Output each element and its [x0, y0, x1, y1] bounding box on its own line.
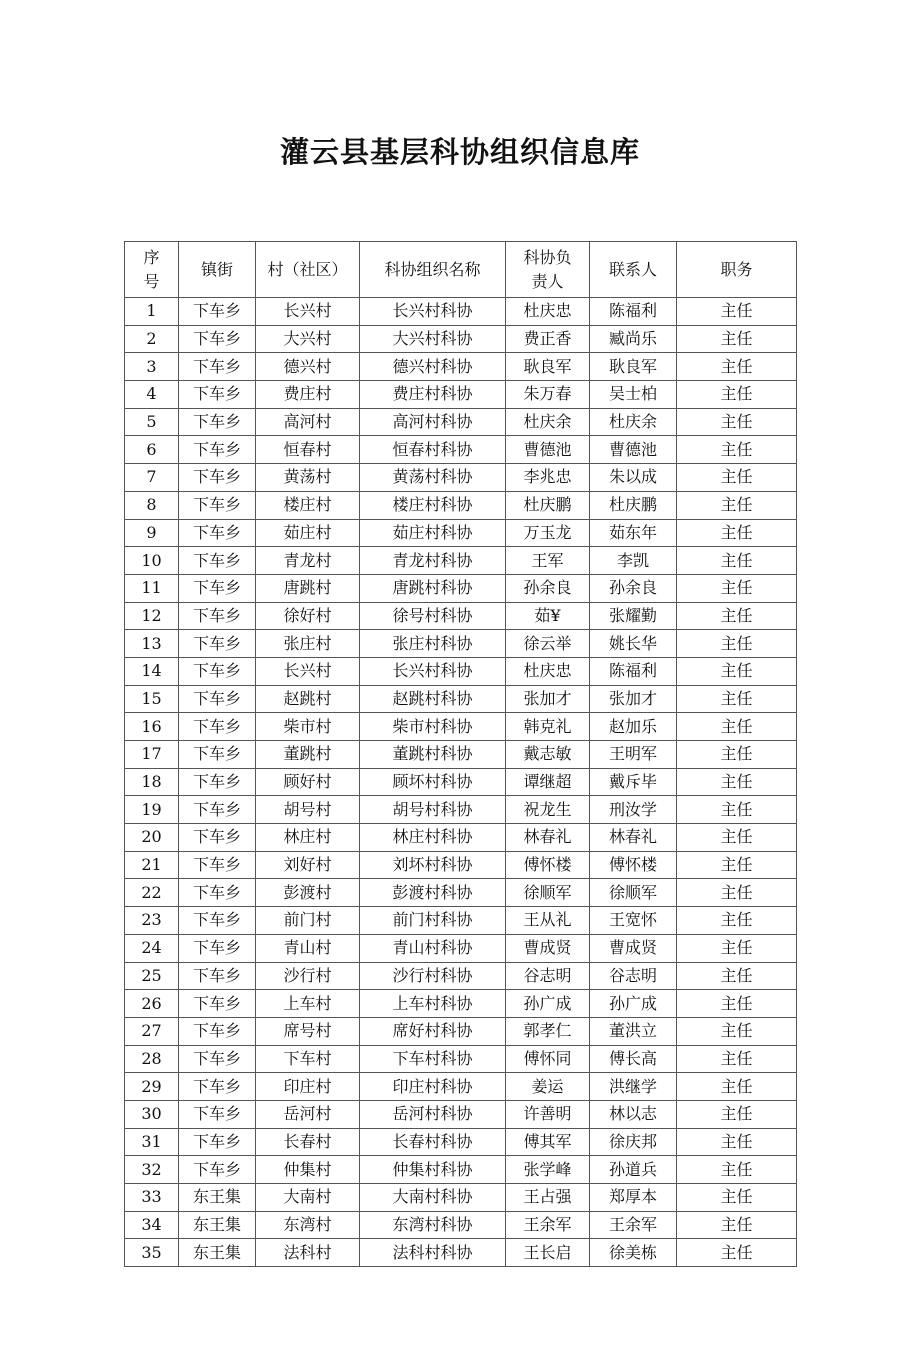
table-row: [125, 1239, 797, 1267]
header-index: [125, 242, 179, 298]
cell-position: 主任: [677, 962, 797, 990]
header-village: 村（社区）: [256, 242, 360, 298]
cell-village: 楼庄村: [256, 491, 360, 519]
cell-contact: 孙余良: [590, 574, 677, 602]
cell-town: 东王集: [179, 1184, 256, 1212]
cell-position: 主任: [677, 907, 797, 935]
table-row: [125, 1184, 797, 1212]
table-row: [125, 1156, 797, 1184]
cell-index: 17: [125, 741, 179, 769]
cell-village: 德兴村: [256, 353, 360, 381]
cell-position: 主任: [677, 796, 797, 824]
table-row: [125, 1211, 797, 1239]
cell-village: 上车村: [256, 990, 360, 1018]
cell-leader: 王余军: [506, 1211, 590, 1239]
cell-org-name: 茹庄村科协: [360, 519, 506, 547]
cell-village: 费庄村: [256, 381, 360, 409]
header-position: 职务: [677, 242, 797, 298]
cell-contact: 董洪立: [590, 1017, 677, 1045]
cell-position: 主任: [677, 325, 797, 353]
cell-index: 30: [125, 1100, 179, 1128]
cell-village: 黄荡村: [256, 464, 360, 492]
table-row: [125, 851, 797, 879]
table-row: [125, 741, 797, 769]
cell-town: 下车乡: [179, 934, 256, 962]
cell-leader: 王长启: [506, 1239, 590, 1267]
table-row: [125, 713, 797, 741]
cell-town: 下车乡: [179, 325, 256, 353]
cell-position: 主任: [677, 713, 797, 741]
cell-position: 主任: [677, 491, 797, 519]
cell-town: 下车乡: [179, 685, 256, 713]
cell-index: 4: [125, 381, 179, 409]
cell-position: 主任: [677, 630, 797, 658]
cell-position: 主任: [677, 1156, 797, 1184]
cell-position: 主任: [677, 1239, 797, 1267]
cell-village: 长兴村: [256, 657, 360, 685]
cell-index: 34: [125, 1211, 179, 1239]
cell-town: 下车乡: [179, 464, 256, 492]
table-row: [125, 1017, 797, 1045]
cell-org-name: 楼庄村科协: [360, 491, 506, 519]
cell-contact: 耿良军: [590, 353, 677, 381]
cell-village: 前门村: [256, 907, 360, 935]
cell-index: 22: [125, 879, 179, 907]
cell-index: 31: [125, 1128, 179, 1156]
cell-town: 下车乡: [179, 907, 256, 935]
cell-town: 下车乡: [179, 630, 256, 658]
cell-index: 20: [125, 824, 179, 852]
cell-village: 仲集村: [256, 1156, 360, 1184]
header-org-name: 科协组织名称: [360, 242, 506, 298]
cell-contact: 徐美栋: [590, 1239, 677, 1267]
table-row: [125, 491, 797, 519]
cell-town: 下车乡: [179, 1045, 256, 1073]
cell-town: 下车乡: [179, 768, 256, 796]
cell-org-name: 长兴村科协: [360, 298, 506, 326]
cell-position: 主任: [677, 824, 797, 852]
cell-index: 9: [125, 519, 179, 547]
table-row: [125, 962, 797, 990]
cell-contact: 曹德池: [590, 436, 677, 464]
cell-position: 主任: [677, 436, 797, 464]
cell-position: 主任: [677, 768, 797, 796]
cell-index: 1: [125, 298, 179, 326]
table-row: [125, 602, 797, 630]
cell-contact: 戴斥毕: [590, 768, 677, 796]
cell-contact: 吴士柏: [590, 381, 677, 409]
cell-org-name: 长兴村科协: [360, 657, 506, 685]
cell-leader: 戴志敏: [506, 741, 590, 769]
cell-org-name: 费庄村科协: [360, 381, 506, 409]
cell-index: 29: [125, 1073, 179, 1101]
cell-contact: 朱以成: [590, 464, 677, 492]
cell-index: 15: [125, 685, 179, 713]
cell-index: 19: [125, 796, 179, 824]
cell-leader: 杜庆忠: [506, 298, 590, 326]
cell-village: 顾好村: [256, 768, 360, 796]
table-row: [125, 685, 797, 713]
cell-leader: 傅其军: [506, 1128, 590, 1156]
cell-leader: 费正香: [506, 325, 590, 353]
cell-org-name: 大兴村科协: [360, 325, 506, 353]
info-table: [124, 241, 797, 1267]
table-row: [125, 768, 797, 796]
cell-village: 大南村: [256, 1184, 360, 1212]
cell-position: 主任: [677, 1128, 797, 1156]
cell-position: 主任: [677, 741, 797, 769]
cell-org-name: 刘坏村科协: [360, 851, 506, 879]
cell-village: 张庄村: [256, 630, 360, 658]
cell-position: 主任: [677, 1100, 797, 1128]
table-row: [125, 630, 797, 658]
cell-town: 下车乡: [179, 381, 256, 409]
cell-town: 下车乡: [179, 436, 256, 464]
cell-village: 下车村: [256, 1045, 360, 1073]
table-row: [125, 436, 797, 464]
table-row: [125, 657, 797, 685]
cell-contact: 徐庆邦: [590, 1128, 677, 1156]
header-leader: [506, 242, 590, 298]
cell-leader: 张学峰: [506, 1156, 590, 1184]
cell-position: 主任: [677, 1017, 797, 1045]
cell-village: 高河村: [256, 408, 360, 436]
cell-org-name: 胡号村科协: [360, 796, 506, 824]
cell-index: 3: [125, 353, 179, 381]
cell-leader: 祝龙生: [506, 796, 590, 824]
cell-position: 主任: [677, 1211, 797, 1239]
cell-position: 主任: [677, 1184, 797, 1212]
header-town: 镇街: [179, 242, 256, 298]
cell-position: 主任: [677, 657, 797, 685]
header-contact: 联系人: [590, 242, 677, 298]
cell-town: 下车乡: [179, 741, 256, 769]
cell-village: 柴市村: [256, 713, 360, 741]
cell-contact: 姚长华: [590, 630, 677, 658]
cell-org-name: 彭渡村科协: [360, 879, 506, 907]
cell-position: 主任: [677, 1073, 797, 1101]
cell-village: 青龙村: [256, 547, 360, 575]
cell-index: 11: [125, 574, 179, 602]
cell-index: 14: [125, 657, 179, 685]
cell-leader: 郭孝仁: [506, 1017, 590, 1045]
cell-org-name: 德兴村科协: [360, 353, 506, 381]
cell-org-name: 高河村科协: [360, 408, 506, 436]
cell-village: 大兴村: [256, 325, 360, 353]
cell-leader: 张加才: [506, 685, 590, 713]
cell-contact: 谷志明: [590, 962, 677, 990]
cell-town: 下车乡: [179, 574, 256, 602]
cell-leader: 朱万春: [506, 381, 590, 409]
cell-contact: 王余军: [590, 1211, 677, 1239]
cell-contact: 林以志: [590, 1100, 677, 1128]
cell-leader: 杜庆忠: [506, 657, 590, 685]
cell-position: 主任: [677, 547, 797, 575]
cell-leader: 茹¥: [506, 602, 590, 630]
cell-town: 下车乡: [179, 1073, 256, 1101]
table-row: [125, 547, 797, 575]
cell-index: 13: [125, 630, 179, 658]
cell-position: 主任: [677, 851, 797, 879]
cell-index: 35: [125, 1239, 179, 1267]
cell-org-name: 仲集村科协: [360, 1156, 506, 1184]
cell-leader: 万玉龙: [506, 519, 590, 547]
cell-town: 下车乡: [179, 547, 256, 575]
cell-contact: 曹成贤: [590, 934, 677, 962]
cell-town: 下车乡: [179, 491, 256, 519]
cell-contact: 林春礼: [590, 824, 677, 852]
header-leader-label: 科协负责人: [523, 247, 572, 291]
cell-leader: 孙余良: [506, 574, 590, 602]
cell-position: 主任: [677, 574, 797, 602]
cell-org-name: 东湾村科协: [360, 1211, 506, 1239]
cell-contact: 郑厚本: [590, 1184, 677, 1212]
cell-index: 18: [125, 768, 179, 796]
cell-leader: 杜庆鹏: [506, 491, 590, 519]
cell-town: 下车乡: [179, 713, 256, 741]
cell-position: 主任: [677, 879, 797, 907]
cell-village: 彭渡村: [256, 879, 360, 907]
cell-leader: 韩克礼: [506, 713, 590, 741]
cell-town: 下车乡: [179, 851, 256, 879]
cell-org-name: 大南村科协: [360, 1184, 506, 1212]
cell-index: 25: [125, 962, 179, 990]
cell-village: 董跳村: [256, 741, 360, 769]
cell-position: 主任: [677, 602, 797, 630]
cell-leader: 李兆忠: [506, 464, 590, 492]
cell-index: 6: [125, 436, 179, 464]
cell-index: 24: [125, 934, 179, 962]
cell-contact: 刑汝学: [590, 796, 677, 824]
cell-org-name: 印庄村科协: [360, 1073, 506, 1101]
cell-town: 下车乡: [179, 408, 256, 436]
cell-town: 下车乡: [179, 1128, 256, 1156]
cell-contact: 王宽怀: [590, 907, 677, 935]
cell-org-name: 顾坏村科协: [360, 768, 506, 796]
header-row: [125, 242, 797, 298]
cell-org-name: 长春村科协: [360, 1128, 506, 1156]
cell-contact: 茹东年: [590, 519, 677, 547]
cell-org-name: 唐跳村科协: [360, 574, 506, 602]
cell-town: 下车乡: [179, 879, 256, 907]
cell-town: 下车乡: [179, 298, 256, 326]
cell-village: 徐好村: [256, 602, 360, 630]
cell-index: 27: [125, 1017, 179, 1045]
cell-leader: 王军: [506, 547, 590, 575]
cell-leader: 耿良军: [506, 353, 590, 381]
cell-village: 沙行村: [256, 962, 360, 990]
cell-org-name: 前门村科协: [360, 907, 506, 935]
cell-leader: 姜运: [506, 1073, 590, 1101]
cell-village: 赵跳村: [256, 685, 360, 713]
table-row: [125, 1073, 797, 1101]
cell-contact: 傅长高: [590, 1045, 677, 1073]
cell-org-name: 张庄村科协: [360, 630, 506, 658]
cell-contact: 洪继学: [590, 1073, 677, 1101]
table-row: [125, 408, 797, 436]
cell-org-name: 青龙村科协: [360, 547, 506, 575]
cell-contact: 徐顺军: [590, 879, 677, 907]
cell-org-name: 赵跳村科协: [360, 685, 506, 713]
cell-index: 23: [125, 907, 179, 935]
table-row: [125, 353, 797, 381]
cell-contact: 赵加乐: [590, 713, 677, 741]
cell-town: 下车乡: [179, 1100, 256, 1128]
cell-village: 法科村: [256, 1239, 360, 1267]
cell-contact: 李凯: [590, 547, 677, 575]
cell-town: 下车乡: [179, 519, 256, 547]
table-row: [125, 1128, 797, 1156]
cell-town: 下车乡: [179, 990, 256, 1018]
cell-village: 长春村: [256, 1128, 360, 1156]
cell-village: 席号村: [256, 1017, 360, 1045]
cell-town: 下车乡: [179, 962, 256, 990]
cell-org-name: 法科村科协: [360, 1239, 506, 1267]
cell-leader: 傅怀同: [506, 1045, 590, 1073]
cell-contact: 陈福利: [590, 657, 677, 685]
cell-position: 主任: [677, 381, 797, 409]
cell-index: 12: [125, 602, 179, 630]
cell-leader: 徐顺军: [506, 879, 590, 907]
cell-village: 长兴村: [256, 298, 360, 326]
cell-leader: 傅怀楼: [506, 851, 590, 879]
cell-village: 唐跳村: [256, 574, 360, 602]
table-row: [125, 574, 797, 602]
cell-org-name: 柴市村科协: [360, 713, 506, 741]
table-row: [125, 1045, 797, 1073]
table-row: [125, 325, 797, 353]
cell-village: 胡号村: [256, 796, 360, 824]
cell-village: 青山村: [256, 934, 360, 962]
cell-town: 下车乡: [179, 1156, 256, 1184]
table-row: [125, 298, 797, 326]
cell-contact: 孙广成: [590, 990, 677, 1018]
cell-town: 下车乡: [179, 657, 256, 685]
cell-leader: 徐云举: [506, 630, 590, 658]
cell-contact: 陈福利: [590, 298, 677, 326]
cell-leader: 王占强: [506, 1184, 590, 1212]
cell-leader: 许善明: [506, 1100, 590, 1128]
cell-contact: 杜庆鹏: [590, 491, 677, 519]
cell-village: 茹庄村: [256, 519, 360, 547]
cell-town: 下车乡: [179, 1017, 256, 1045]
cell-leader: 杜庆余: [506, 408, 590, 436]
cell-village: 东湾村: [256, 1211, 360, 1239]
table-row: [125, 464, 797, 492]
page-title: 灌云县基层科协组织信息库: [279, 135, 640, 169]
cell-village: 刘好村: [256, 851, 360, 879]
cell-town: 东王集: [179, 1211, 256, 1239]
cell-index: 26: [125, 990, 179, 1018]
cell-town: 下车乡: [179, 796, 256, 824]
cell-contact: 张加才: [590, 685, 677, 713]
cell-contact: 杜庆余: [590, 408, 677, 436]
cell-org-name: 董跳村科协: [360, 741, 506, 769]
cell-contact: 张耀勤: [590, 602, 677, 630]
cell-org-name: 下车村科协: [360, 1045, 506, 1073]
cell-leader: 谷志明: [506, 962, 590, 990]
cell-position: 主任: [677, 519, 797, 547]
cell-contact: 王明军: [590, 741, 677, 769]
cell-position: 主任: [677, 298, 797, 326]
cell-org-name: 青山村科协: [360, 934, 506, 962]
cell-position: 主任: [677, 685, 797, 713]
cell-town: 下车乡: [179, 824, 256, 852]
cell-leader: 王从礼: [506, 907, 590, 935]
cell-leader: 林春礼: [506, 824, 590, 852]
cell-town: 东王集: [179, 1239, 256, 1267]
header-index-label: 序号: [143, 247, 160, 291]
table-row: [125, 824, 797, 852]
cell-leader: 孙广成: [506, 990, 590, 1018]
cell-index: 33: [125, 1184, 179, 1212]
table-row: [125, 907, 797, 935]
table-body: [125, 298, 797, 1267]
table-row: [125, 879, 797, 907]
table-row: [125, 1100, 797, 1128]
cell-leader: 曹德池: [506, 436, 590, 464]
cell-index: 32: [125, 1156, 179, 1184]
cell-village: 林庄村: [256, 824, 360, 852]
cell-leader: 曹成贤: [506, 934, 590, 962]
cell-town: 下车乡: [179, 602, 256, 630]
cell-org-name: 恒春村科协: [360, 436, 506, 464]
cell-index: 8: [125, 491, 179, 519]
cell-contact: 臧尚乐: [590, 325, 677, 353]
cell-village: 岳河村: [256, 1100, 360, 1128]
cell-position: 主任: [677, 408, 797, 436]
cell-position: 主任: [677, 990, 797, 1018]
cell-village: 印庄村: [256, 1073, 360, 1101]
cell-contact: 傅怀楼: [590, 851, 677, 879]
table-row: [125, 796, 797, 824]
cell-index: 10: [125, 547, 179, 575]
cell-org-name: 席好村科协: [360, 1017, 506, 1045]
cell-position: 主任: [677, 464, 797, 492]
cell-contact: 孙道兵: [590, 1156, 677, 1184]
table-row: [125, 990, 797, 1018]
cell-index: 16: [125, 713, 179, 741]
cell-town: 下车乡: [179, 353, 256, 381]
cell-index: 21: [125, 851, 179, 879]
table-row: [125, 381, 797, 409]
cell-org-name: 黄荡村科协: [360, 464, 506, 492]
cell-org-name: 沙行村科协: [360, 962, 506, 990]
cell-index: 5: [125, 408, 179, 436]
cell-index: 7: [125, 464, 179, 492]
cell-village: 恒春村: [256, 436, 360, 464]
cell-org-name: 上车村科协: [360, 990, 506, 1018]
cell-org-name: 岳河村科协: [360, 1100, 506, 1128]
table-row: [125, 934, 797, 962]
cell-position: 主任: [677, 1045, 797, 1073]
cell-index: 28: [125, 1045, 179, 1073]
table-row: [125, 519, 797, 547]
cell-org-name: 徐号村科协: [360, 602, 506, 630]
cell-org-name: 林庄村科协: [360, 824, 506, 852]
cell-leader: 谭继超: [506, 768, 590, 796]
cell-position: 主任: [677, 934, 797, 962]
cell-position: 主任: [677, 353, 797, 381]
cell-index: 2: [125, 325, 179, 353]
